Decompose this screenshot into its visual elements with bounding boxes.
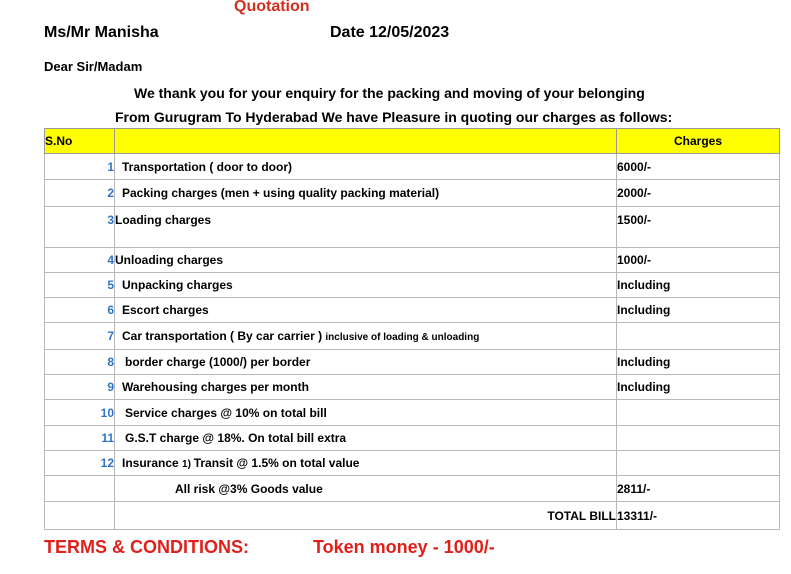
row-sno-empty: [45, 502, 115, 530]
table-row: [45, 451, 780, 476]
row-description: border charge (1000/) per border: [115, 350, 617, 375]
row-sno: 4: [45, 248, 115, 273]
row-charge: 6000/-: [617, 154, 780, 180]
document-title: Quotation: [234, 0, 310, 15]
row-description-rest: Transit @ 1.5% on total value: [193, 456, 360, 470]
salutation: Dear Sir/Madam: [44, 59, 143, 74]
row-sno: 8: [45, 350, 115, 375]
total-bill-amount: 13311/-: [617, 502, 780, 530]
row-description: Loading charges: [115, 207, 617, 248]
table-row: [45, 323, 780, 350]
row-description: Unloading charges: [115, 248, 617, 273]
header-description: [115, 129, 617, 154]
row-sno: 7: [45, 323, 115, 350]
row-charge: [617, 400, 780, 426]
row-charge: 2000/-: [617, 180, 780, 207]
row-sno: 1: [45, 154, 115, 180]
table-row: [45, 350, 780, 375]
header-charges: Charges: [617, 129, 780, 154]
row-description: Escort charges: [115, 298, 617, 323]
row-description: [115, 323, 617, 350]
row-charge: Including: [617, 350, 780, 375]
row-charge: Including: [617, 375, 780, 400]
row-description: Packing charges (men + using quality packing material): [115, 180, 617, 207]
row-charge: Including: [617, 273, 780, 298]
table-row: [45, 207, 780, 248]
row-charge: Including: [617, 298, 780, 323]
table-row-total: [45, 502, 780, 530]
row-sno: 3: [45, 207, 115, 248]
intro-line-2: From Gurugram To Hyderabad We have Pleasure in quoting our charges as follows:: [115, 109, 673, 125]
charges-table: [44, 128, 780, 530]
row-description-main: Insurance: [122, 456, 179, 470]
quotation-date: Date 12/05/2023: [330, 24, 450, 41]
row-description: G.S.T charge @ 18%. On total bill extra: [115, 426, 617, 451]
header-sno: S.No: [45, 129, 115, 154]
row-sno: 2: [45, 180, 115, 207]
table-row: [45, 154, 780, 180]
token-money: Token money - 1000/-: [313, 537, 495, 557]
row-sno-empty: [45, 476, 115, 502]
table-row: [45, 180, 780, 207]
row-charge: 1000/-: [617, 248, 780, 273]
all-risk-description: All risk @3% Goods value: [115, 476, 617, 502]
table-row: [45, 375, 780, 400]
all-risk-charge: 2811/-: [617, 476, 780, 502]
table-row: [45, 298, 780, 323]
row-sno: 9: [45, 375, 115, 400]
table-row: [45, 400, 780, 426]
row-sno: 10: [45, 400, 115, 426]
row-description-note: 1): [182, 459, 194, 470]
row-description-main: Car transportation ( By car carrier ): [122, 329, 323, 343]
row-charge: [617, 451, 780, 476]
row-description: Transportation ( door to door): [115, 154, 617, 180]
row-sno: 12: [45, 451, 115, 476]
row-charge: 1500/-: [617, 207, 780, 248]
terms-heading: TERMS & CONDITIONS:: [44, 537, 249, 557]
intro-line-1: We thank you for your enquiry for the packing and moving of your belonging: [134, 85, 645, 101]
row-description: Unpacking charges: [115, 273, 617, 298]
table-header-row: [45, 129, 780, 154]
customer-name: Ms/Mr Manisha: [44, 24, 159, 41]
row-charge: [617, 323, 780, 350]
row-sno: 6: [45, 298, 115, 323]
table-row: [45, 273, 780, 298]
row-sno: 11: [45, 426, 115, 451]
table-row-all-risk: [45, 476, 780, 502]
row-sno: 5: [45, 273, 115, 298]
row-description: [115, 451, 617, 476]
row-description: Service charges @ 10% on total bill: [115, 400, 617, 426]
row-charge: [617, 426, 780, 451]
row-description-note: inclusive of loading & unloading: [325, 332, 480, 343]
total-bill-label: TOTAL BILL: [115, 502, 617, 530]
row-description: Warehousing charges per month: [115, 375, 617, 400]
table-row: [45, 426, 780, 451]
table-row: [45, 248, 780, 273]
